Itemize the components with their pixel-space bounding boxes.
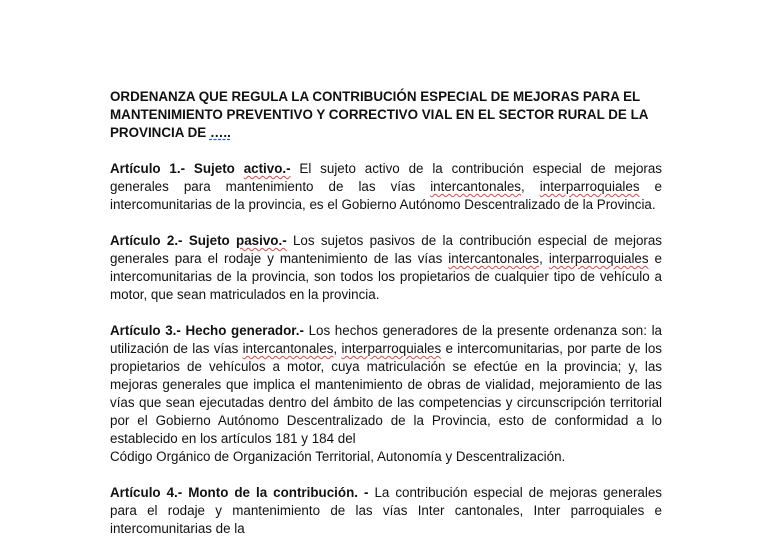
title-line-3-prefix: PROVINCIA DE [110, 125, 210, 140]
article-1-heading-word: activo.- [243, 161, 291, 176]
article-4-text-1: La contribución especial de mejoras generales para el rodaje y mantenimiento de las vías Inter cantonales, Inter parroquiales e intercomunitarias de la [110, 485, 662, 536]
article-1-text-1: El sujeto activo de la contribución especial de mejoras generales para mantenimiento de las vías [110, 161, 662, 194]
article-1 [110, 160, 662, 214]
article-4 [110, 484, 662, 538]
article-2-heading-word: pasivo.- [236, 233, 287, 248]
article-3-word-intercantonales: intercantonales [242, 341, 334, 356]
article-3-text-3: e intercomunitarias, por parte de los propietarios de vehículos a motor, cuya matriculación se efectúe en la provincia; y, las mejoras generales que implica el mantenimiento de obras de vialidad, mejoramiento de las vías que sean ejecutadas dentro del ámbito de las competencias y circunscripción territorial por el Gobierno Autónomo Descentralizado de la Provincia, esto de conformidad a lo establecido en los artículos 181 y 184 del [110, 341, 662, 446]
title-line-1: ORDENANZA QUE REGULA LA CONTRIBUCIÓN ESPECIAL DE MEJORAS PARA EL [110, 89, 641, 104]
article-3-final-line: Código Orgánico de Organización Territorial, Autonomía y Descentralización. [110, 449, 566, 464]
article-1-word-intercantonales: intercantonales [430, 179, 522, 194]
document-title [110, 88, 662, 142]
article-3-text-1: Los hechos generadores de la presente ordenanza son: la utilización de las vías [110, 323, 662, 356]
article-3-heading: Artículo 3.- Hecho generador.- [110, 323, 304, 338]
article-3-text-2: , [333, 341, 342, 356]
article-2-word-intercantonales: intercantonales [448, 251, 540, 266]
article-2-text-3: e intercomunitarias de la provincia, son todos los propietarios de cualquier tipo de vehículo a motor, que sean matriculados en la provincia. [110, 251, 662, 302]
title-province-blank: ….. [209, 125, 231, 140]
article-3-word-interparroquiales: interparroquiales [341, 341, 442, 356]
article-4-heading: Artículo 4.- Monto de la contribución. - [110, 485, 369, 500]
article-1-text-3: e intercomunitarias de la provincia, es el Gobierno Autónomo Descentralizado de la Provincia. [110, 179, 662, 212]
article-1-text-2: , [521, 179, 540, 194]
article-2-text-2: , [539, 251, 549, 266]
article-2-heading: Artículo 2.- Sujeto [110, 233, 237, 248]
article-1-heading: Artículo 1.- Sujeto [110, 161, 244, 176]
article-2 [110, 232, 662, 304]
article-3 [110, 322, 662, 448]
article-2-text-1: Los sujetos pasivos de la contribución especial de mejoras generales para el rodaje y mantenimiento de las vías [110, 233, 662, 266]
title-line-3 [110, 124, 662, 142]
article-2-word-interparroquiales: interparroquiales [548, 251, 649, 266]
title-line-2: MANTENIMIENTO PREVENTIVO Y CORRECTIVO VIAL EN EL SECTOR RURAL DE LA [110, 107, 649, 122]
article-1-word-interparroquiales: interparroquiales [539, 179, 640, 194]
